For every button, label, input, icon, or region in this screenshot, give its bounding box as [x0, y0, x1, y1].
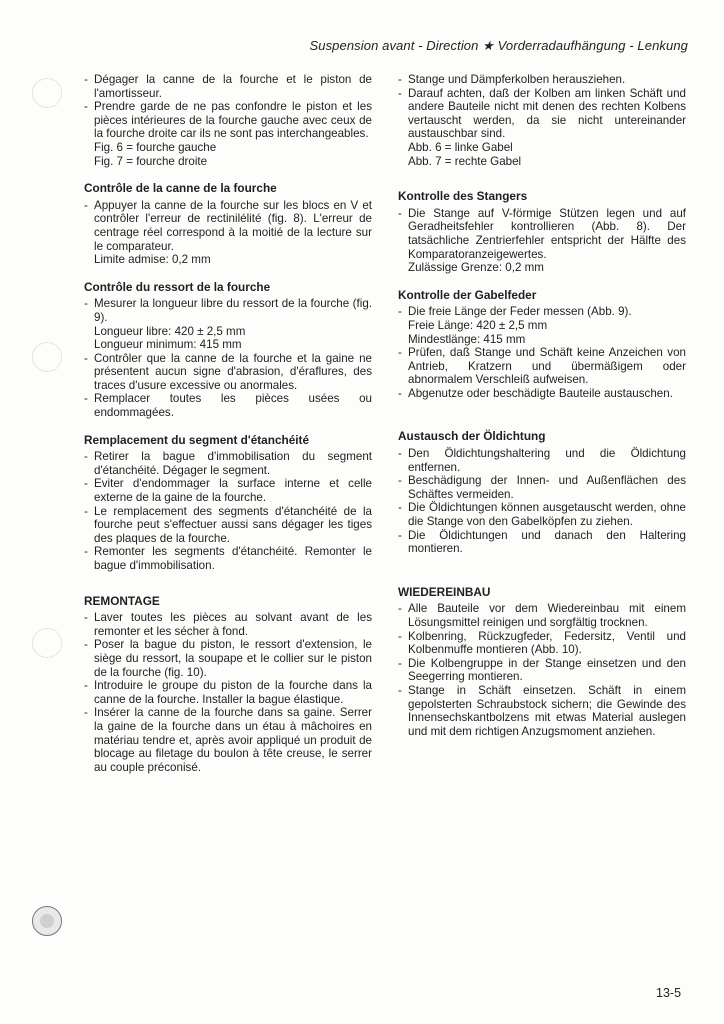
spec-value: Freie Länge: 420 ± 2,5 mm — [408, 318, 548, 332]
list-item: - Beschädigung der Innen- und Außenflächen des Schäftes vermeiden. — [398, 474, 686, 501]
section-heading: Kontrolle des Stangers — [398, 189, 528, 204]
section-list — [84, 297, 372, 324]
list-item: - Kolbenring, Rückzugfeder, Federsitz, Ventil und Kolbenmuffe montieren (Abb. 10). — [398, 630, 686, 657]
list-item: - Introduire le groupe du piston de la fourche dans la canne de la fourche. Installer la bague élastique. — [84, 679, 372, 706]
section-heading: Contrôle du ressort de la fourche — [84, 279, 271, 294]
list-item: - Contrôler que la canne de la fourche et la gaine ne présentent aucun signe d'abrasion, d'éraflures, des traces d'usure excessive ou anormales. — [84, 352, 372, 393]
list-item: - Die Kolbengruppe in der Stange einsetzen und den Seegerring montieren. — [398, 657, 686, 684]
spec-value: Longueur minimum: 415 mm — [94, 338, 242, 352]
section-heading: Kontrolle der Gabelfeder — [398, 287, 537, 302]
section-heading: Remplacement du segment d'étanchéité — [84, 432, 310, 447]
section-heading: REMONTAGE — [84, 593, 160, 608]
section-list — [398, 447, 686, 556]
list-item: - Die Öldichtungen und danach den Haltering montieren. — [398, 529, 686, 556]
section-heading: Contrôle de la canne de la fourche — [84, 181, 277, 196]
section-list — [84, 611, 372, 774]
list-item: - Darauf achten, daß der Kolben am linken Schäft und andere Bauteile nicht mit denen des rechten Kolbens vertauscht werden, da sie nicht untereinander austauschbar sind. — [398, 87, 686, 141]
punch-hole-mark — [32, 342, 62, 372]
list-item: - Dégager la canne de la fourche et le piston de l'amortisseur. — [84, 73, 372, 100]
section-list — [84, 199, 372, 253]
page-header: Suspension avant - Direction ★ Vorderradaufhängung - Lenkung — [309, 38, 688, 53]
section-heading: Austausch der Öldichtung — [398, 429, 546, 444]
punch-hole-mark — [32, 628, 62, 658]
list-item: - Eviter d'endommager la surface interne et celle externe de la gaine de la fourche. — [84, 477, 372, 504]
section-list — [84, 352, 372, 420]
list-item: - Abgenutze oder beschädigte Bauteile austauschen. — [398, 387, 686, 401]
list-item: - Die Öldichtungen können ausgetauscht werden, ohne die Stange von den Gabelköpfen zu ziehen. — [398, 501, 686, 528]
list-item: - Remplacer toutes les pièces usées ou endommagées. — [84, 392, 372, 419]
list-item: - Stange in Schäft einsetzen. Schäft in einem gepolsterten Schraubstock sichern; die Gewinde des Innensechskantbolzens mit etwas Material auslegen und mit dem richtigen Anzugsmoment anziehen. — [398, 684, 686, 738]
list-item: - Prendre garde de ne pas confondre le piston et les pièces intérieures de la fourche gauche avec ceux de la fourche droite car ils ne sont pas interchangeables. — [84, 100, 372, 141]
section-list — [398, 305, 686, 319]
figure-ref: Fig. 7 = fourche droite — [94, 154, 208, 168]
intro-list — [84, 73, 372, 141]
spec-value: Mindestlänge: 415 mm — [408, 332, 526, 346]
list-item: - Laver toutes les pièces au solvant avant de les remonter et les sécher à fond. — [84, 611, 372, 638]
german-column — [398, 73, 686, 738]
list-item: - Poser la bague du piston, le ressort d'extension, le siège du ressort, la soupape et le collier sur le piston de la fourche (fig. 10). — [84, 638, 372, 679]
binder-hole-icon — [32, 906, 62, 936]
section-list — [84, 450, 372, 572]
spec-value: Longueur libre: 420 ± 2,5 mm — [94, 324, 246, 338]
list-item: - Le remplacement des segments d'étanchéité de la fourche peut s'effectuer aussi sans dégager les tiges des plaques de la fourche. — [84, 505, 372, 546]
page-number: 13-5 — [656, 986, 682, 1000]
french-column — [84, 73, 372, 774]
spec-value: Zulässige Grenze: 0,2 mm — [408, 261, 544, 275]
intro-list — [398, 73, 686, 141]
list-item: - Remonter les segments d'étanchéité. Remonter le bague d'immobilisation. — [84, 545, 372, 572]
section-list — [398, 346, 686, 400]
spec-value: Limite admise: 0,2 mm — [94, 253, 211, 267]
list-item: - Mesurer la longueur libre du ressort de la fourche (fig. 9). — [84, 297, 372, 324]
list-item: - Den Öldichtungshaltering und die Öldichtung entfernen. — [398, 447, 686, 474]
section-list — [398, 602, 686, 738]
list-item: - Die Stange auf V-förmige Stützen legen und auf Geradheitsfehler kontrollieren (Abb. 8). Der tatsächliche Zentrierfehler entspricht der Hälfte des Komparatoranzeigewertes. — [398, 207, 686, 261]
list-item: - Insérer la canne de la fourche dans sa gaine. Serrer la gaine de la fourche dans un étau à mâchoires en matériau tendre et, après avoir appliqué un produit de blocage au filetage du boulon à tête creuse, le serrer au couple préconisé. — [84, 706, 372, 774]
list-item: - Alle Bauteile vor dem Wiedereinbau mit einem Lösungsmittel reinigen und sorgfältig trocknen. — [398, 602, 686, 629]
punch-hole-mark — [32, 78, 62, 108]
figure-ref: Abb. 6 = linke Gabel — [408, 140, 513, 154]
figure-ref: Abb. 7 = rechte Gabel — [408, 154, 522, 168]
figure-ref: Fig. 6 = fourche gauche — [94, 140, 217, 154]
list-item: - Die freie Länge der Feder messen (Abb. 9). — [398, 305, 686, 319]
section-list — [398, 207, 686, 261]
section-heading: WIEDEREINBAU — [398, 584, 491, 599]
list-item: - Stange und Dämpferkolben herausziehen. — [398, 73, 686, 87]
list-item: - Appuyer la canne de la fourche sur les blocs en V et contrôler l'erreur de rectinilélité (fig. 8). L'erreur de centrage réel correspond à la moitié de la lecture sur le comparateur. — [84, 199, 372, 253]
list-item: - Retirer la bague d'immobilisation du segment d'étanchéité. Dégager le segment. — [84, 450, 372, 477]
list-item: - Prüfen, daß Stange und Schäft keine Anzeichen von Antrieb, Kratzern und übermäßigem oder abnormalem Verschleiß aufweisen. — [398, 346, 686, 387]
